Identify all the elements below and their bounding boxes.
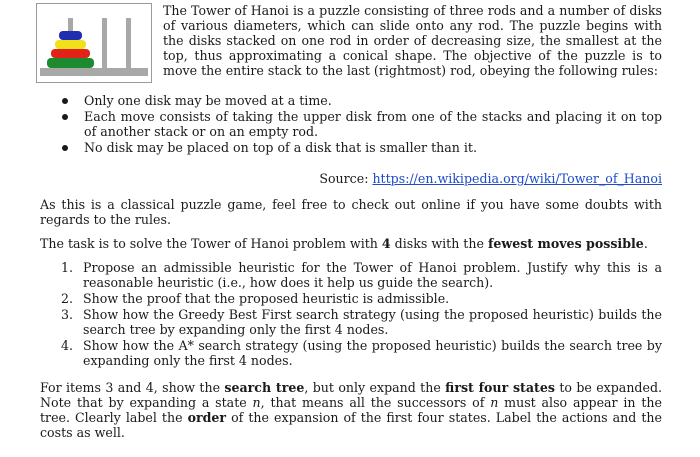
task-item: 3. Show how the Greedy Best First search strategy (using the proposed heuristic) builds the search tree by expanding only the first 4 nodes.: [61, 307, 662, 337]
task-item: 4. Show how the A* search strategy (using the proposed heuristic) builds the search tree by expanding only the first 4 nodes.: [61, 338, 662, 368]
disk-count: 4: [381, 236, 391, 251]
task-items-list: [58, 260, 662, 369]
rule-item: Only one disk may be moved at a time.: [58, 93, 662, 108]
rule-item: No disk may be placed on top of a disk that is smaller than it.: [58, 140, 662, 155]
rod-base: [40, 68, 148, 76]
rule-item: Each move consists of taking the upper disk from one of the stacks and placing it on top of another stack or on an empty rod.: [58, 109, 662, 139]
closing-paragraph: For items 3 and 4, show the search tree, but only expand the first four states to be expanded. Note that by expanding a state n, that means all the successors of n must also appear in the tree. Clearly label the order of the expansion of the first four states. Label the actions and the costs as well.: [40, 380, 663, 440]
disk-2: [55, 40, 86, 49]
bullet-icon: [62, 145, 68, 151]
rules-list: [58, 93, 662, 156]
bullet-icon: [62, 114, 68, 120]
disk-4: [47, 58, 94, 68]
tower-of-hanoi-image: [36, 3, 152, 83]
bullet-icon: [62, 98, 68, 104]
source-label: Source:: [319, 171, 373, 186]
tower-of-hanoi-drawing: [37, 4, 151, 82]
intro-paragraph: The Tower of Hanoi is a puzzle consisting of three rods and a number of disks of various diameters, which can slide onto any rod. The puzzle begins with the disks stacked on one rod in order of decreasing size, the smallest at the top, thus approximating a conical shape. The objective of the puzzle is to move the entire stack to the last (rightmost) rod, obeying the following rules:: [163, 3, 662, 78]
disk-3: [51, 49, 90, 58]
middle-rod: [102, 18, 107, 68]
disk-1: [59, 31, 82, 40]
classical-note: As this is a classical puzzle game, feel free to check out online if you have some doubts with regards to the rules.: [40, 197, 662, 227]
source-citation: [319, 171, 662, 186]
fewest-moves-emphasis: fewest moves possible: [487, 236, 644, 251]
source-link[interactable]: https://en.wikipedia.org/wiki/Tower_of_Hanoi: [372, 171, 662, 186]
task-item: 1. Propose an admissible heuristic for the Tower of Hanoi problem. Justify why this is a reasonable heuristic (i.e., how does it help us guide the search).: [61, 260, 662, 290]
task-item: 2. Show the proof that the proposed heuristic is admissible.: [61, 291, 450, 306]
task-statement: The task is to solve the Tower of Hanoi problem with 4 disks with the fewest moves possible.: [40, 236, 648, 251]
right-rod: [126, 18, 131, 68]
